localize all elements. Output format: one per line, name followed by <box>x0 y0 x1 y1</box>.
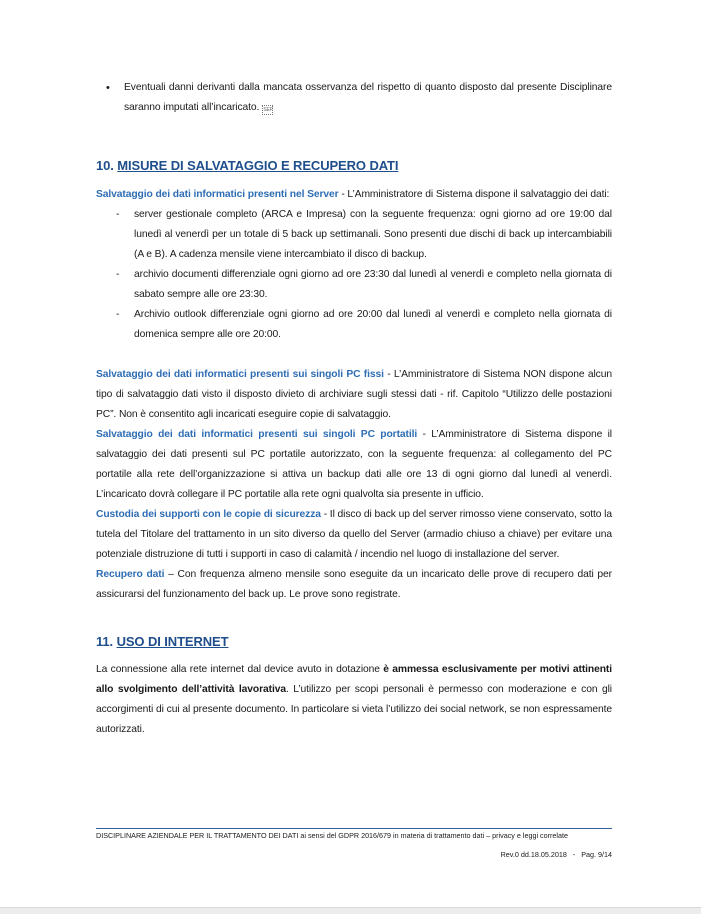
pc-fissi-paragraph <box>96 365 612 425</box>
internet-text-start: La connessione alla rete internet dal device avuto in dotazione <box>96 664 384 675</box>
list-item: - server gestionale completo (ARCA e Impresa) con la seguente frequenza: ogni giorno ad ore 19:00 dal lunedì al venerdì per un totale di 5 back up settimanali. Sono presenti due dischi di back up intercambiabili (A e B). A cadenza mensile viene intercambiato il disco di backup. <box>96 205 612 265</box>
pc-portatili-heading: Salvataggio dei dati informatici presenti sui singoli PC portatili <box>96 429 418 440</box>
section-11-heading <box>96 632 612 652</box>
internet-paragraph <box>96 660 612 740</box>
pc-fissi-text: - L’Amministratore di Sistema NON dispone alcun tipo di salvataggio dati visto il disposto divieto di archiviare sugli stessi dati - rif. Capitolo “Utilizzo delle postazioni PC”. Non è consentito agli incaricati eseguire copie di salvataggio. <box>96 369 612 420</box>
section-10-number: 10. <box>96 158 114 173</box>
list-item: - archivio documenti differenziale ogni giorno ad ore 23:30 dal lunedì al venerdì e completo nella giornata di sabato sempre alle ore 23:30. <box>96 265 612 305</box>
custodia-text: - Il disco di back up del server rimosso viene conservato, sotto la tutela del Titolare del trattamento in un sito diverso da quello del Server (armadio chiuso a chiave) per evitare una potenziale distruzione di tutti i supporti in caso di calamità / incendio nel luogo di installazione del server. <box>96 509 613 560</box>
recupero-paragraph <box>96 565 612 605</box>
list-item: - Archivio outlook differenziale ogni giorno ad ore 20:00 dal lunedì al venerdì e completo nella giornata di domenica sempre alle ore 20:00. <box>96 305 612 345</box>
page-footer <box>96 828 612 860</box>
intro-bullet <box>96 78 612 118</box>
internet-text-end: . L’utilizzo per scopi personali è permesso con moderazione e con gli accorgimenti di cui al presente documento. In particolare si vieta l’utilizzo dei social network, se non espressamente autorizzati. <box>96 684 612 735</box>
server-backup-text: - L’Amministratore di Sistema dispone il salvataggio dei dati: <box>338 189 610 200</box>
pc-fissi-heading: Salvataggio dei dati informatici presenti sui singoli PC fissi <box>96 369 384 380</box>
custodia-paragraph <box>96 505 612 565</box>
footer-title: DISCIPLINARE AZIENDALE PER IL TRATTAMENTO DEI DATI ai sensi del GDPR 2016/679 in materia di trattamento dati – privacy e leggi correlate <box>96 831 569 840</box>
footer-revision: Rev.0 dd.18.05.2018 <box>500 850 567 859</box>
recupero-heading: Recupero dati <box>96 569 165 580</box>
footer-separator: - <box>572 850 576 859</box>
document-body <box>96 78 612 740</box>
server-backup-heading: Salvataggio dei dati informatici presenti nel Server <box>96 189 339 200</box>
pc-portatili-text: - L’Amministratore di Sistema dispone il salvataggio dei dati presenti sul PC portatile autorizzato, con la seguente frequenza: al collegamento del PC portatile alla rete dell’organizzazione si attiva un backup dati alle ore 13 di ogni giorno dal lunedì al venerdì. L’incaricato dovrà collegare il PC portatile alla rete ogni qualvolta sia presente in ufficio. <box>96 429 612 500</box>
footer-page-number: Pag. 9/14 <box>581 850 612 859</box>
section-11-number: 11. <box>96 634 114 649</box>
internet-text-bold: è ammessa esclusivamente per motivi attinenti allo svolgimento dell’attività lavorativa <box>96 664 612 695</box>
server-backup-list <box>96 205 612 345</box>
recupero-text: – Con frequenza almeno mensile sono eseguite da un incaricato delle prove di recupero dati per assicurarsi del funzionamento del back up. Le prove sono registrate. <box>96 569 612 600</box>
server-backup-paragraph <box>96 185 612 205</box>
section-10-title: MISURE DI SALVATAGGIO E RECUPERO DATI <box>117 158 399 173</box>
intro-bullet-text: Eventuali danni derivanti dalla mancata osservanza del rispetto di quanto disposto dal presente Disciplinare saranno imputati all’incaricato. <box>124 82 612 113</box>
separator-symbol-icon: SEP <box>263 107 274 113</box>
pc-portatili-paragraph <box>96 425 612 505</box>
section-11-title: USO DI INTERNET <box>116 634 229 649</box>
footer-revision-line <box>96 849 612 860</box>
custodia-heading: Custodia dei supporti con le copie di sicurezza <box>96 509 321 520</box>
section-10-heading <box>96 156 612 176</box>
